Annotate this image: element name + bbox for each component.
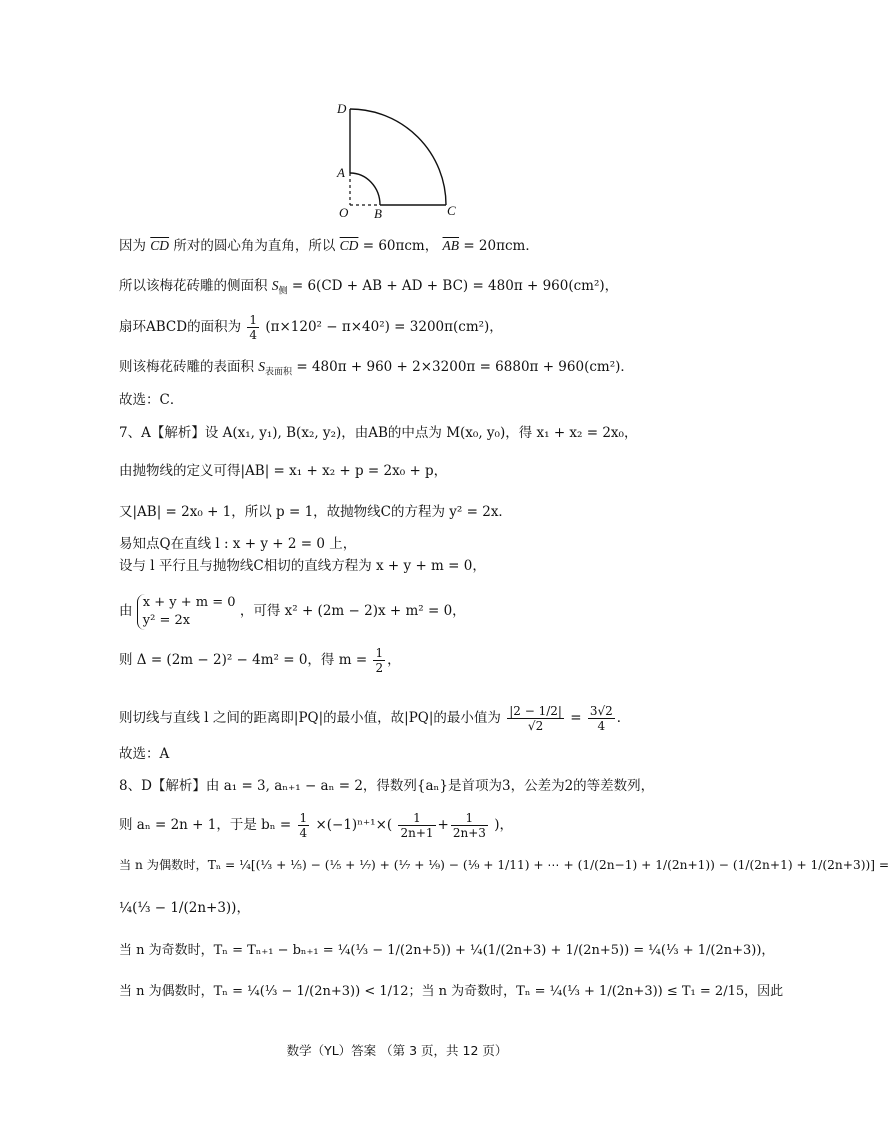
label-C: C — [447, 203, 456, 218]
q6-line-1: 因为 $\overline{CD}$ 所对的圆心角为直角，所以 $\overline{CD} = 60\pi cm$， $\overline{AB} = 20\pi cm$． — [119, 238, 539, 254]
q8-line-6: 当 n 为偶数时，Tₙ = ¼(⅓ − 1/(2n+3)) < 1/12；当 n 为奇数时，Tₙ = ¼(⅓ + 1/(2n+3)) ≤ T₁ = 2/15，因此 — [119, 984, 784, 999]
q7-line-3: 又|AB| = 2x₀ + 1，所以 p = 1，故抛物线C的方程为 y² = 2x． — [119, 504, 512, 520]
q8-line-2: 则 aₙ = 2n + 1，于是 bₙ = $\frac{1}{4}$ ×(−1)ⁿ⁺¹×( $\frac{1}{2n+1}$ + $\frac{1}{2n+3}$ )， — [119, 811, 513, 840]
q8-line-4: ¼(⅓ − 1/(2n+3))， — [119, 900, 250, 916]
q6-line-3: 扇环ABCD的面积为 $\frac{1}{4}$ (π×120² − π×40²) = 3200π(cm²)， — [119, 313, 503, 342]
label-B: B — [374, 206, 382, 221]
q7-answer: 故选：A — [119, 746, 170, 762]
q8-line-1: 8、D【解析】由 a₁ = 3, aₙ₊₁ − aₙ = 2，得数列{aₙ}是首项为3，公差为2的等差数列， — [119, 778, 655, 794]
q6-answer: 故选：C． — [119, 392, 184, 408]
sector-ring-figure — [0, 0, 794, 230]
q7-line-1: 7、A【解析】设 A(x₁, y₁), B(x₂, y₂)，由AB的中点为 M(x₀, y₀)，得 x₁ + x₂ = 2x₀， — [119, 425, 638, 441]
page-footer: 数学（YL）答案 （第 3 页，共 12 页） — [286, 1043, 508, 1058]
label-A: A — [337, 165, 345, 180]
q7-line-4: 易知点Q在直线 l : x + y + 2 = 0 上， — [119, 536, 357, 552]
q7-line-2: 由抛物线的定义可得|AB| = x₁ + x₂ + p = 2x₀ + p， — [119, 463, 448, 479]
q8-line-3: 当 n 为偶数时，Tₙ = ¼[(⅓ + ⅕) − (⅕ + ⅐) + (⅐ + ⅑) − (⅑ + 1/11) + ⋯ + (1/(2n−1) + 1/(2n+1)) − (1/(2n+1) + 1/(2n+3))] = — [119, 858, 889, 872]
equation-system: x + y + m = 0 y² = 2x — [137, 594, 236, 630]
q6-line-4: 则该梅花砖雕的表面积 $S_{表面积} = 480\pi + 960 + 2\times 3200\pi = 6880\pi + 960(cm^2)$． — [119, 359, 634, 378]
q7-line-8: 则切线与直线 l 之间的距离即|PQ|的最小值，故|PQ|的最小值为 $\frac{|2 - 1/2|}{√2}$ = $\frac{3√2}{4}$ ． — [119, 704, 631, 733]
q7-line-6: 由 x + y + m = 0 y² = 2x ，可得 x² + (2m − 2)x + m² = 0， — [119, 594, 466, 628]
label-O: O — [339, 205, 349, 220]
q7-line-5: 设与 l 平行且与抛物线C相切的直线方程为 x + y + m = 0， — [119, 558, 486, 574]
q7-line-7: 则 Δ = (2m − 2)² − 4m² = 0，得 m = $\frac{1}{2}$ ， — [119, 646, 401, 675]
q6-line-2: 所以该梅花砖雕的侧面积 $S_侧 = 6(CD$ + AB + AD + BC) = 480π + 960(cm²)， — [119, 278, 619, 297]
label-D: D — [337, 101, 347, 116]
q8-line-5: 当 n 为奇数时，Tₙ = Tₙ₊₁ − bₙ₊₁ = ¼(⅓ − 1/(2n+5)) + ¼(1/(2n+3) + 1/(2n+5)) = ¼(⅓ + 1/(2n+3))， — [119, 943, 775, 958]
